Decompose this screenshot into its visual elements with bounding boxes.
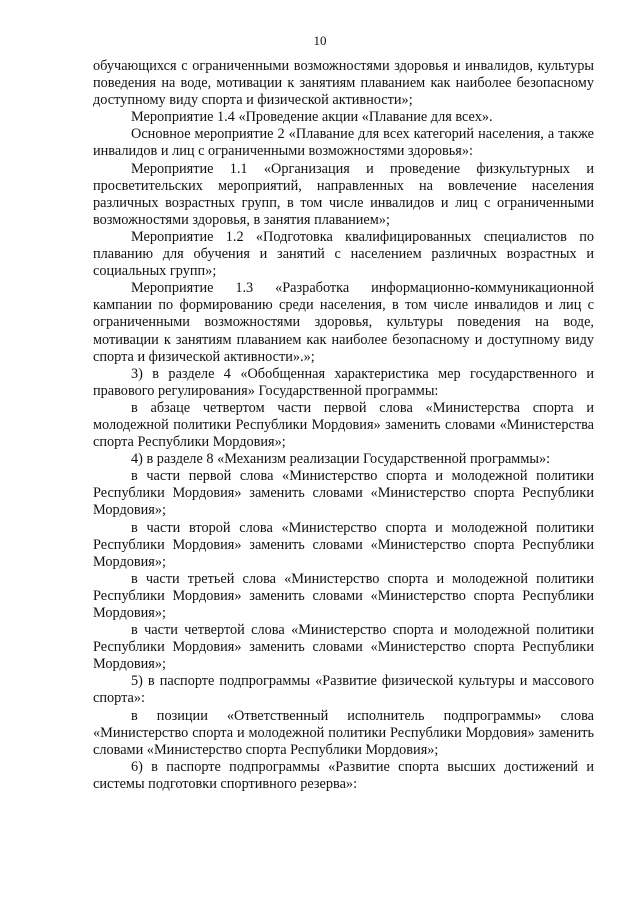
paragraph: 3) в разделе 4 «Обобщенная характеристика мер государственного и правового регулирования» Государственной программы:	[93, 365, 594, 399]
document-body	[93, 58, 594, 793]
paragraph: в части четвертой слова «Министерство спорта и молодежной политики Республики Мордовия» заменить словами «Министерство спорта Республики Мордовия»;	[93, 622, 594, 673]
paragraph-continuation: обучающихся с ограниченными возможностями здоровья и инвалидов, культуры поведения на воде, мотивации к занятиям плаванием как наиболее безопасному доступному виду спорта и физической активности»;	[93, 58, 594, 109]
paragraph: Мероприятие 1.1 «Организация и проведение физкультурных и просветительских мероприятий, направленных на вовлечение населения различных возрастных групп, в том числе инвалидов и лиц с ограниченными возможностями здоровья, в занятия плаванием»;	[93, 160, 594, 228]
paragraph: 5) в паспорте подпрограммы «Развитие физической культуры и массового спорта»:	[93, 673, 594, 707]
paragraph: Мероприятие 1.2 «Подготовка квалифицированных специалистов по плаванию для обучения и занятий с населением различных возрастных и социальных групп»;	[93, 228, 594, 280]
paragraph: в части первой слова «Министерство спорта и молодежной политики Республики Мордовия» заменить словами «Министерство спорта Республики Мордовия»;	[93, 468, 594, 519]
paragraph: 4) в разделе 8 «Механизм реализации Государственной программы»:	[131, 451, 551, 468]
paragraph: в части третьей слова «Министерство спорта и молодежной политики Республики Мордовия» заменить словами «Министерство спорта Республики Мордовия»;	[93, 570, 594, 621]
paragraph: в позиции «Ответственный исполнитель подпрограммы» слова «Министерство спорта и молодежной политики Республики Мордовия» заменить словами «Министерство спорта Республики Мордовия»;	[93, 707, 594, 758]
paragraph: в абзаце четвертом части первой слова «Министерства спорта и молодежной политики Республики Мордовия» заменить словами «Министерства спорта Республики Мордовия»;	[93, 399, 594, 451]
page-number: 10	[313, 33, 327, 48]
paragraph: 6) в паспорте подпрограммы «Развитие спорта высших достижений и системы подготовки спортивного резерва»:	[93, 758, 594, 792]
paragraph: Мероприятие 1.3 «Разработка информационно-коммуникационной кампании по формированию среди населения, в том числе инвалидов и лиц с ограниченными возможностями здоровья, культуры поведения на воде, мотивации к занятиям плаванием как наиболее безопасному и доступному виду спорта и физической активности».»;	[93, 280, 594, 365]
paragraph: Основное мероприятие 2 «Плавание для всех категорий населения, а также инвалидов и лиц с ограниченными возможностями здоровья»:	[93, 126, 594, 160]
paragraph: Мероприятие 1.4 «Проведение акции «Плавание для всех».	[131, 109, 493, 126]
paragraph: в части второй слова «Министерство спорта и молодежной политики Республики Мордовия» заменить словами «Министерство спорта Республики Мордовия»;	[93, 519, 594, 570]
